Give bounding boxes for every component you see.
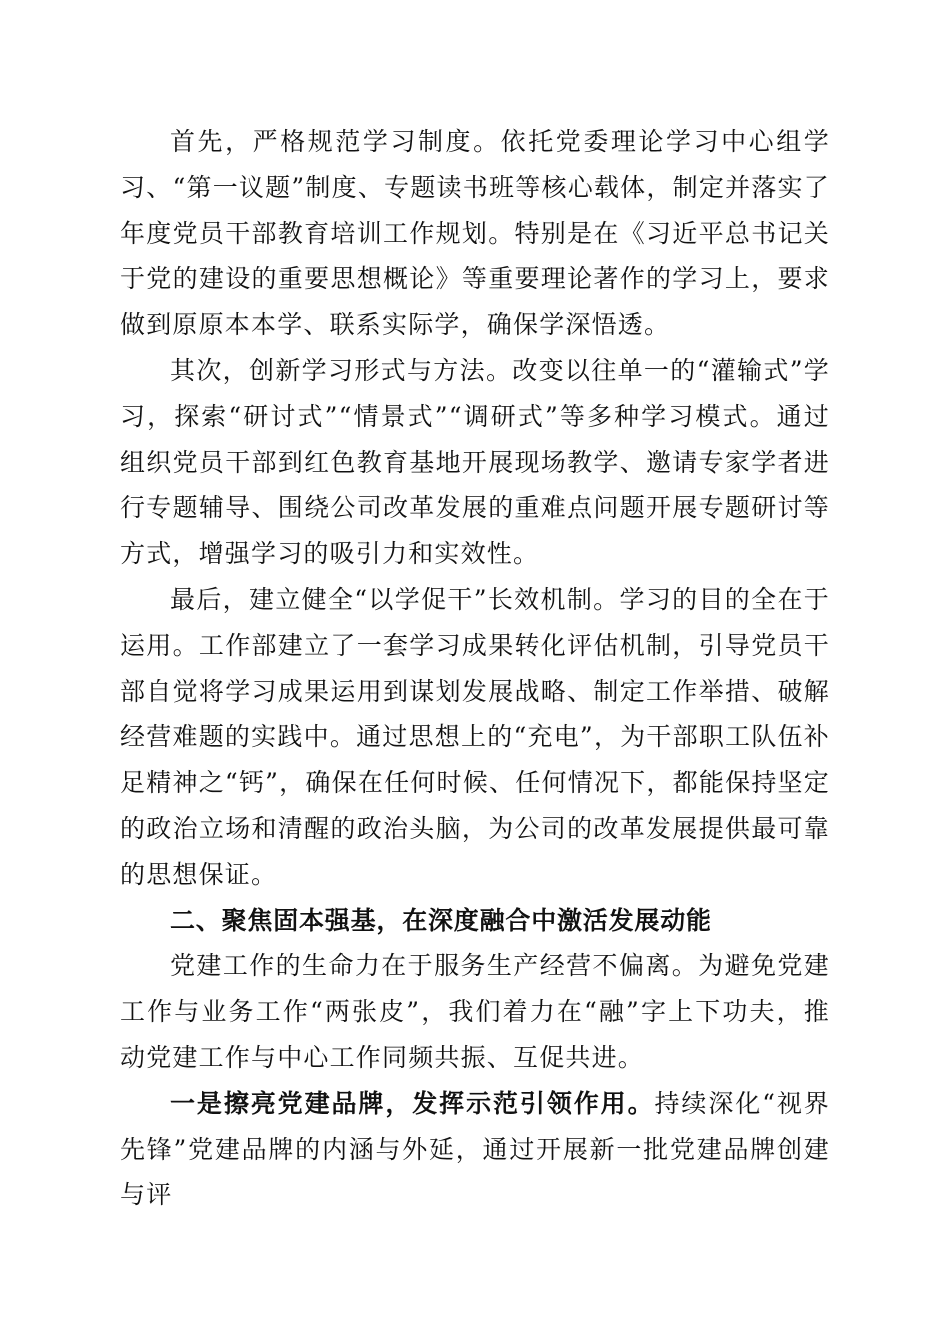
paragraph-lead-sentence: 一是擦亮党建品牌，发挥示范引领作用。 bbox=[170, 1088, 655, 1118]
section-heading-two: 二、聚焦固本强基，在深度融合中激活发展动能 bbox=[170, 905, 712, 935]
paragraph-study-methods: 其次，创新学习形式与方法。改变以往单一的“灌输式”学习，探索“研讨式”“情景式”“调研式”等多种学习模式。通过组织党员干部到红色教育基地开展现场教学、邀请专家学者进行专题辅导、围绕公司改革发展的重难点问题开展专题研讨等方式，增强学习的吸引力和实效性。 bbox=[120, 355, 830, 569]
paragraph-integration-intro: 党建工作的生命力在于服务生产经营不偏离。为避免党建工作与业务工作“两张皮”，我们着力在“融”字上下功夫，推动党建工作与中心工作同频共振、互促共进。 bbox=[120, 951, 830, 1072]
paragraph-party-brand bbox=[120, 1081, 830, 1218]
document-body bbox=[120, 119, 830, 1218]
paragraph-body-text: 持续深化“视界先锋”党建品牌的内涵与外延，通过开展新一批党建品牌创建与评 bbox=[120, 1088, 830, 1210]
paragraph-long-term-mechanism: 最后，建立健全“以学促干”长效机制。学习的目的全在于运用。工作部建立了一套学习成果转化评估机制，引导党员干部自觉将学习成果运用到谋划发展战略、制定工作举措、破解经营难题的实践中。通过思想上的“充电”，为干部职工队伍补足精神之“钙”，确保在任何时候、任何情况下，都能保持坚定的政治立场和清醒的政治头脑，为公司的改革发展提供最可靠的思想保证。 bbox=[120, 584, 830, 889]
paragraph-study-system: 首先，严格规范学习制度。依托党委理论学习中心组学习、“第一议题”制度、专题读书班等核心载体，制定并落实了年度党员干部教育培训工作规划。特别是在《习近平总书记关于党的建设的重要思想概论》等重要理论著作的学习上，要求做到原原本本学、联系实际学，确保学深悟透。 bbox=[120, 127, 830, 340]
